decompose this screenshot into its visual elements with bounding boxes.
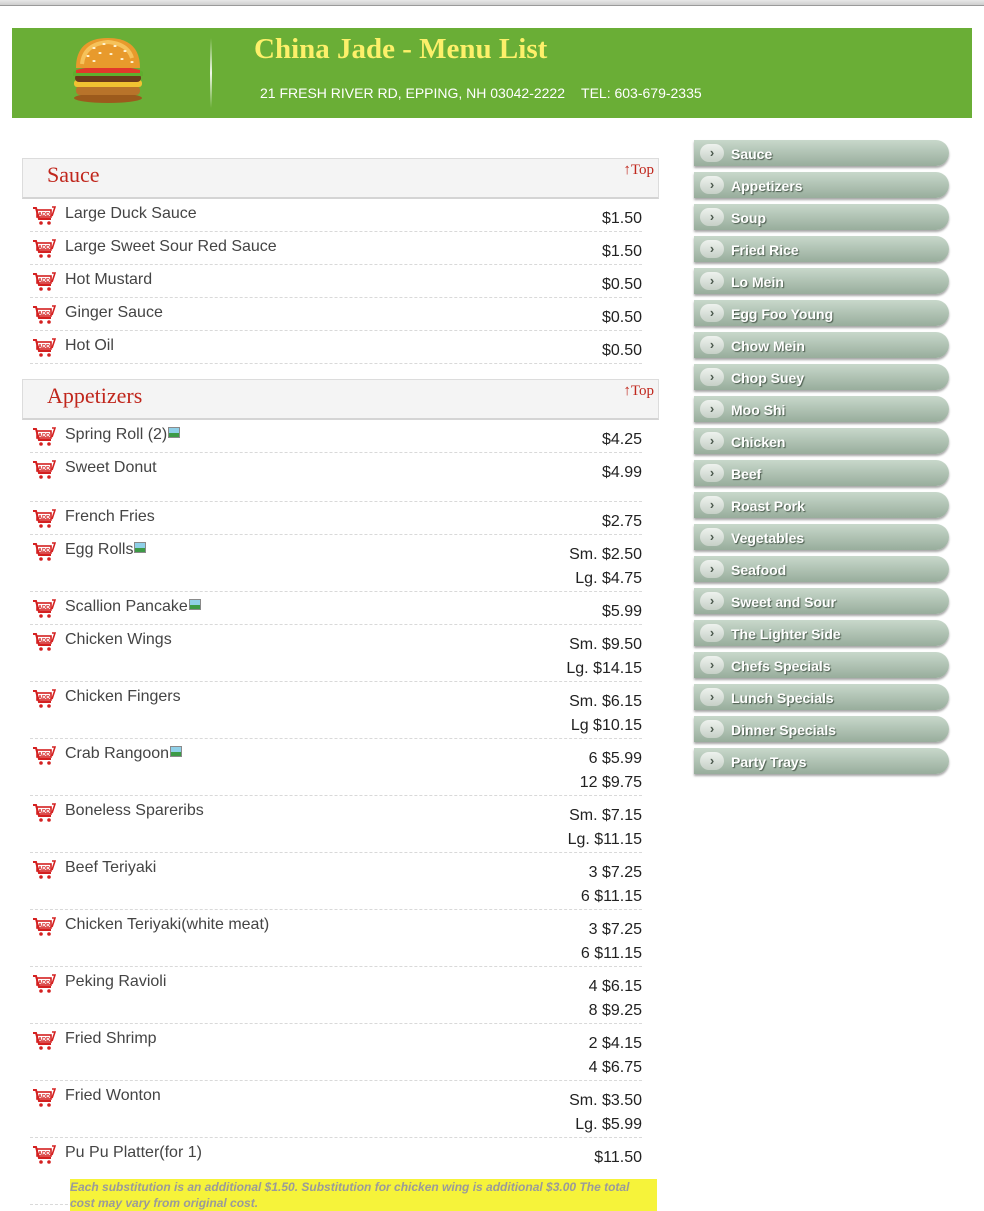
item-name — [65, 337, 114, 355]
nav-item-label: Appetizers — [731, 178, 803, 194]
nav-item-chow-mein[interactable] — [694, 332, 949, 358]
svg-text:ADD: ADD — [38, 695, 50, 701]
menu-item-row — [30, 199, 642, 232]
chevron-right-icon: › — [700, 272, 724, 290]
svg-text:ADD: ADD — [38, 605, 50, 611]
item-name — [65, 541, 146, 559]
item-name-text: Chicken Wings — [65, 631, 172, 648]
item-price[interactable]: Lg. $14.15 — [566, 660, 642, 677]
item-name — [65, 426, 180, 444]
add-to-cart-icon[interactable] — [32, 427, 56, 447]
nav-item-label: Beef — [731, 466, 762, 482]
item-price[interactable]: Sm. $9.50 — [569, 636, 642, 653]
nav-item-label: Chefs Specials — [731, 658, 831, 674]
item-name-text: Fried Shrimp — [65, 1030, 157, 1047]
nav-item-chop-suey[interactable] — [694, 364, 949, 390]
chevron-right-icon: › — [700, 560, 724, 578]
nav-item-label: Dinner Specials — [731, 722, 837, 738]
nav-item-label: Vegetables — [731, 530, 805, 546]
nav-item-label: Sweet and Sour — [731, 594, 837, 610]
site-header — [12, 28, 972, 118]
item-price[interactable]: Lg. $5.99 — [575, 1116, 642, 1133]
item-price[interactable]: Lg. $4.75 — [575, 570, 642, 587]
item-name-text: Chicken Fingers — [65, 688, 181, 705]
nav-item-appetizers[interactable] — [694, 172, 949, 198]
nav-item-moo-shi[interactable] — [694, 396, 949, 422]
item-prices — [602, 207, 642, 231]
header-divider — [210, 38, 212, 108]
nav-item-seafood[interactable] — [694, 556, 949, 582]
item-prices — [602, 306, 642, 330]
chevron-right-icon: › — [700, 208, 724, 226]
nav-item-label: Moo Shi — [731, 402, 786, 418]
restaurant-phone: TEL: 603-679-2335 — [581, 85, 702, 101]
item-name — [65, 205, 197, 223]
chevron-right-icon: › — [700, 336, 724, 354]
item-price[interactable]: 6 $5.99 — [588, 750, 642, 767]
item-prices — [580, 747, 642, 795]
svg-text:ADD: ADD — [38, 1094, 50, 1100]
add-to-cart-icon[interactable] — [32, 746, 56, 766]
chevron-right-icon: › — [700, 432, 724, 450]
item-name-text: Spring Roll (2) — [65, 426, 168, 443]
item-name — [65, 859, 156, 877]
svg-text:ADD: ADD — [38, 344, 50, 350]
add-to-cart-icon[interactable] — [32, 632, 56, 652]
item-price[interactable]: Sm. $3.50 — [569, 1092, 642, 1109]
nav-item-egg-foo-young[interactable] — [694, 300, 949, 326]
nav-item-beef[interactable] — [694, 460, 949, 486]
menu-item-row — [30, 502, 642, 535]
item-name-text: Boneless Spareribs — [65, 802, 204, 819]
restaurant-address: 21 FRESH RIVER RD, EPPING, NH 03042-2222 — [260, 85, 566, 101]
item-prices — [568, 804, 642, 852]
browser-top-bar — [0, 0, 984, 6]
nav-item-fried-rice[interactable] — [694, 236, 949, 262]
item-price[interactable]: Sm. $7.15 — [569, 807, 642, 824]
menu-item-row — [30, 453, 642, 502]
chevron-right-icon: › — [700, 144, 724, 162]
add-to-cart-icon[interactable] — [32, 917, 56, 937]
nav-item-chicken[interactable] — [694, 428, 949, 454]
item-name — [65, 238, 277, 256]
item-name — [65, 973, 166, 991]
nav-item-soup[interactable] — [694, 204, 949, 230]
add-to-cart-icon[interactable] — [32, 206, 56, 226]
nav-item-label: Roast Pork — [731, 498, 805, 514]
add-to-cart-icon[interactable] — [32, 542, 56, 562]
item-name — [65, 304, 163, 322]
nav-item-sauce[interactable] — [694, 140, 949, 166]
menu-item-row — [30, 535, 642, 592]
category-nav — [694, 140, 949, 780]
item-prices — [569, 1089, 642, 1137]
item-price[interactable]: 4 $6.15 — [588, 978, 642, 995]
photo-icon[interactable] — [168, 427, 180, 438]
menu-item-row — [30, 796, 642, 853]
item-prices — [602, 600, 642, 624]
add-to-cart-icon[interactable] — [32, 338, 56, 358]
add-to-cart-icon[interactable] — [32, 1031, 56, 1051]
item-name-text: French Fries — [65, 508, 155, 525]
svg-text:ADD: ADD — [38, 548, 50, 554]
chevron-right-icon: › — [700, 592, 724, 610]
svg-text:ADD: ADD — [38, 466, 50, 472]
item-price[interactable]: 3 $7.25 — [588, 864, 642, 881]
nav-item-dinner-specials[interactable] — [694, 716, 949, 742]
item-price[interactable]: 12 $9.75 — [579, 774, 642, 791]
svg-text:ADD: ADD — [38, 515, 50, 521]
add-to-cart-icon[interactable] — [32, 689, 56, 709]
item-name — [65, 745, 182, 763]
nav-item-label: Party Trays — [731, 754, 807, 770]
add-to-cart-icon[interactable] — [32, 460, 56, 480]
chevron-right-icon: › — [700, 240, 724, 258]
add-to-cart-icon[interactable] — [32, 599, 56, 619]
item-name-text: Hot Mustard — [65, 271, 153, 288]
chevron-right-icon: › — [700, 752, 724, 770]
nav-item-label: Fried Rice — [731, 242, 799, 258]
svg-text:ADD: ADD — [38, 1037, 50, 1043]
item-name — [65, 598, 201, 616]
item-prices — [602, 461, 642, 485]
photo-icon[interactable] — [189, 599, 201, 610]
add-to-cart-icon[interactable] — [32, 974, 56, 994]
nav-item-label: Soup — [731, 210, 766, 226]
nav-item-sweet-and-sour[interactable] — [694, 588, 949, 614]
item-prices — [566, 633, 642, 681]
svg-text:ADD: ADD — [38, 980, 50, 986]
menu-item-row — [30, 1081, 642, 1138]
menu-item-row — [30, 1138, 642, 1210]
item-price[interactable]: Lg. $11.15 — [567, 831, 642, 848]
section-header — [22, 158, 659, 199]
svg-text:ADD: ADD — [38, 752, 50, 758]
add-to-cart-icon[interactable] — [32, 860, 56, 880]
item-prices — [602, 339, 642, 363]
menu-item-row — [30, 592, 642, 625]
nav-item-label: Chicken — [731, 434, 786, 450]
add-to-cart-icon[interactable] — [32, 1088, 56, 1108]
item-name-text: Sweet Donut — [65, 459, 157, 476]
item-price[interactable]: $2.75 — [601, 513, 642, 530]
item-name — [65, 802, 204, 820]
add-to-cart-icon[interactable] — [32, 803, 56, 823]
item-prices — [602, 240, 642, 264]
item-price[interactable]: 6 $11.15 — [580, 888, 642, 905]
item-name-text: Pu Pu Platter(for 1) — [65, 1144, 202, 1161]
item-name — [65, 459, 157, 477]
section-header — [22, 379, 659, 420]
menu-item-row — [30, 853, 642, 910]
nav-item-lo-mein[interactable] — [694, 268, 949, 294]
chevron-right-icon: › — [700, 528, 724, 546]
nav-item-lunch-specials[interactable] — [694, 684, 949, 710]
add-to-cart-icon[interactable] — [32, 305, 56, 325]
menu-item-row — [30, 910, 642, 967]
nav-item-label: Seafood — [731, 562, 787, 578]
back-to-top-link[interactable]: ↑Top — [623, 383, 654, 399]
page-title: China Jade - Menu List — [254, 33, 548, 65]
item-name-text: Chicken Teriyaki(white meat) — [65, 916, 270, 933]
item-price[interactable]: 3 $7.25 — [588, 921, 642, 938]
item-name-text: Fried Wonton — [65, 1087, 161, 1104]
item-price[interactable]: $11.50 — [594, 1149, 642, 1166]
menu-item-row — [30, 298, 642, 331]
restaurant-contact — [260, 85, 702, 101]
chevron-right-icon: › — [700, 304, 724, 322]
item-name — [65, 1144, 202, 1162]
menu-item-row — [30, 265, 642, 298]
nav-item-label: Sauce — [731, 146, 773, 162]
item-note: Each substitution is an additional $1.50. Substitution for chicken wing is additional $3.00 The total cost may vary from original cost. — [70, 1179, 657, 1211]
item-name-text: Large Sweet Sour Red Sauce — [65, 238, 277, 255]
item-name — [65, 631, 172, 649]
nav-item-label: Chow Mein — [731, 338, 805, 354]
chevron-right-icon: › — [700, 400, 724, 418]
section-title: Sauce — [47, 162, 100, 187]
nav-item-vegetables[interactable] — [694, 524, 949, 550]
item-price[interactable]: $0.50 — [601, 309, 642, 326]
item-name — [65, 1030, 157, 1048]
item-price[interactable]: 2 $4.15 — [588, 1035, 642, 1052]
chevron-right-icon: › — [700, 464, 724, 482]
item-name-text: Large Duck Sauce — [65, 205, 197, 222]
item-price[interactable]: $4.25 — [601, 431, 642, 448]
svg-text:ADD: ADD — [38, 278, 50, 284]
add-to-cart-icon[interactable] — [32, 239, 56, 259]
item-price[interactable]: $0.50 — [601, 342, 642, 359]
nav-item-label: Chop Suey — [731, 370, 805, 386]
svg-text:ADD: ADD — [38, 866, 50, 872]
item-price[interactable]: 6 $11.15 — [580, 945, 642, 962]
nav-item-chefs-specials[interactable] — [694, 652, 949, 678]
svg-text:ADD: ADD — [38, 433, 50, 439]
burger-logo-icon — [70, 34, 146, 106]
item-prices — [581, 918, 642, 966]
item-name-text: Egg Rolls — [65, 541, 134, 558]
svg-text:ADD: ADD — [38, 212, 50, 218]
nav-item-label: The Lighter Side — [731, 626, 841, 642]
item-name — [65, 916, 269, 934]
item-prices — [569, 690, 642, 738]
nav-item-roast-pork[interactable] — [694, 492, 949, 518]
item-name — [65, 688, 181, 706]
item-name — [65, 271, 152, 289]
menu-item-row — [30, 625, 642, 682]
chevron-right-icon: › — [700, 368, 724, 386]
svg-text:ADD: ADD — [38, 311, 50, 317]
chevron-right-icon: › — [700, 176, 724, 194]
add-to-cart-icon[interactable] — [32, 1145, 56, 1165]
item-price[interactable]: $4.99 — [601, 464, 642, 481]
item-prices — [581, 861, 642, 909]
menu-item-row — [30, 967, 642, 1024]
nav-item-party-trays[interactable] — [694, 748, 949, 774]
photo-icon[interactable] — [134, 542, 146, 553]
menu-list — [22, 158, 659, 1210]
item-prices — [589, 1032, 642, 1080]
item-name-text: Crab Rangoon — [65, 745, 170, 762]
item-price[interactable]: $1.50 — [601, 210, 642, 227]
item-price[interactable]: 8 $9.25 — [588, 1002, 642, 1019]
svg-text:ADD: ADD — [38, 638, 50, 644]
item-name-text: Hot Oil — [65, 337, 114, 354]
item-price[interactable]: $1.50 — [601, 243, 642, 260]
svg-text:ADD: ADD — [38, 245, 50, 251]
item-prices — [602, 510, 642, 534]
menu-item-row — [30, 232, 642, 265]
nav-item-label: Egg Foo Young — [731, 306, 834, 322]
chevron-right-icon: › — [700, 624, 724, 642]
photo-icon[interactable] — [170, 746, 182, 757]
menu-section — [22, 379, 659, 1210]
svg-text:ADD: ADD — [38, 923, 50, 929]
item-prices — [594, 1146, 642, 1170]
item-name — [65, 508, 155, 526]
item-price[interactable]: Sm. $6.15 — [569, 693, 642, 710]
item-name-text: Beef Teriyaki — [65, 859, 157, 876]
menu-item-row — [30, 739, 642, 796]
item-prices — [602, 273, 642, 297]
item-price[interactable]: Lg $10.15 — [570, 717, 642, 734]
item-price[interactable]: Sm. $2.50 — [569, 546, 642, 563]
back-to-top-link[interactable]: ↑Top — [623, 162, 654, 178]
add-to-cart-icon[interactable] — [32, 272, 56, 292]
menu-item-row — [30, 682, 642, 739]
section-title: Appetizers — [47, 383, 143, 408]
svg-text:ADD: ADD — [38, 809, 50, 815]
item-prices — [589, 975, 642, 1023]
add-to-cart-icon[interactable] — [32, 509, 56, 529]
item-name-text: Scallion Pancake — [65, 598, 188, 615]
chevron-right-icon: › — [700, 720, 724, 738]
menu-section — [22, 158, 659, 364]
item-name — [65, 1087, 161, 1105]
item-prices — [602, 428, 642, 452]
chevron-right-icon: › — [700, 496, 724, 514]
item-price[interactable]: 4 $6.75 — [588, 1059, 642, 1076]
nav-item-the-lighter-side[interactable] — [694, 620, 949, 646]
menu-item-row — [30, 331, 642, 364]
item-name-text: Peking Ravioli — [65, 973, 167, 990]
chevron-right-icon: › — [700, 688, 724, 706]
menu-item-row — [30, 1024, 642, 1081]
item-price[interactable]: $5.99 — [601, 603, 642, 620]
menu-item-row — [30, 420, 642, 453]
svg-text:ADD: ADD — [38, 1151, 50, 1157]
item-prices — [569, 543, 642, 591]
chevron-right-icon: › — [700, 656, 724, 674]
nav-item-label: Lo Mein — [731, 274, 784, 290]
item-name-text: Ginger Sauce — [65, 304, 163, 321]
item-price[interactable]: $0.50 — [601, 276, 642, 293]
nav-item-label: Lunch Specials — [731, 690, 834, 706]
